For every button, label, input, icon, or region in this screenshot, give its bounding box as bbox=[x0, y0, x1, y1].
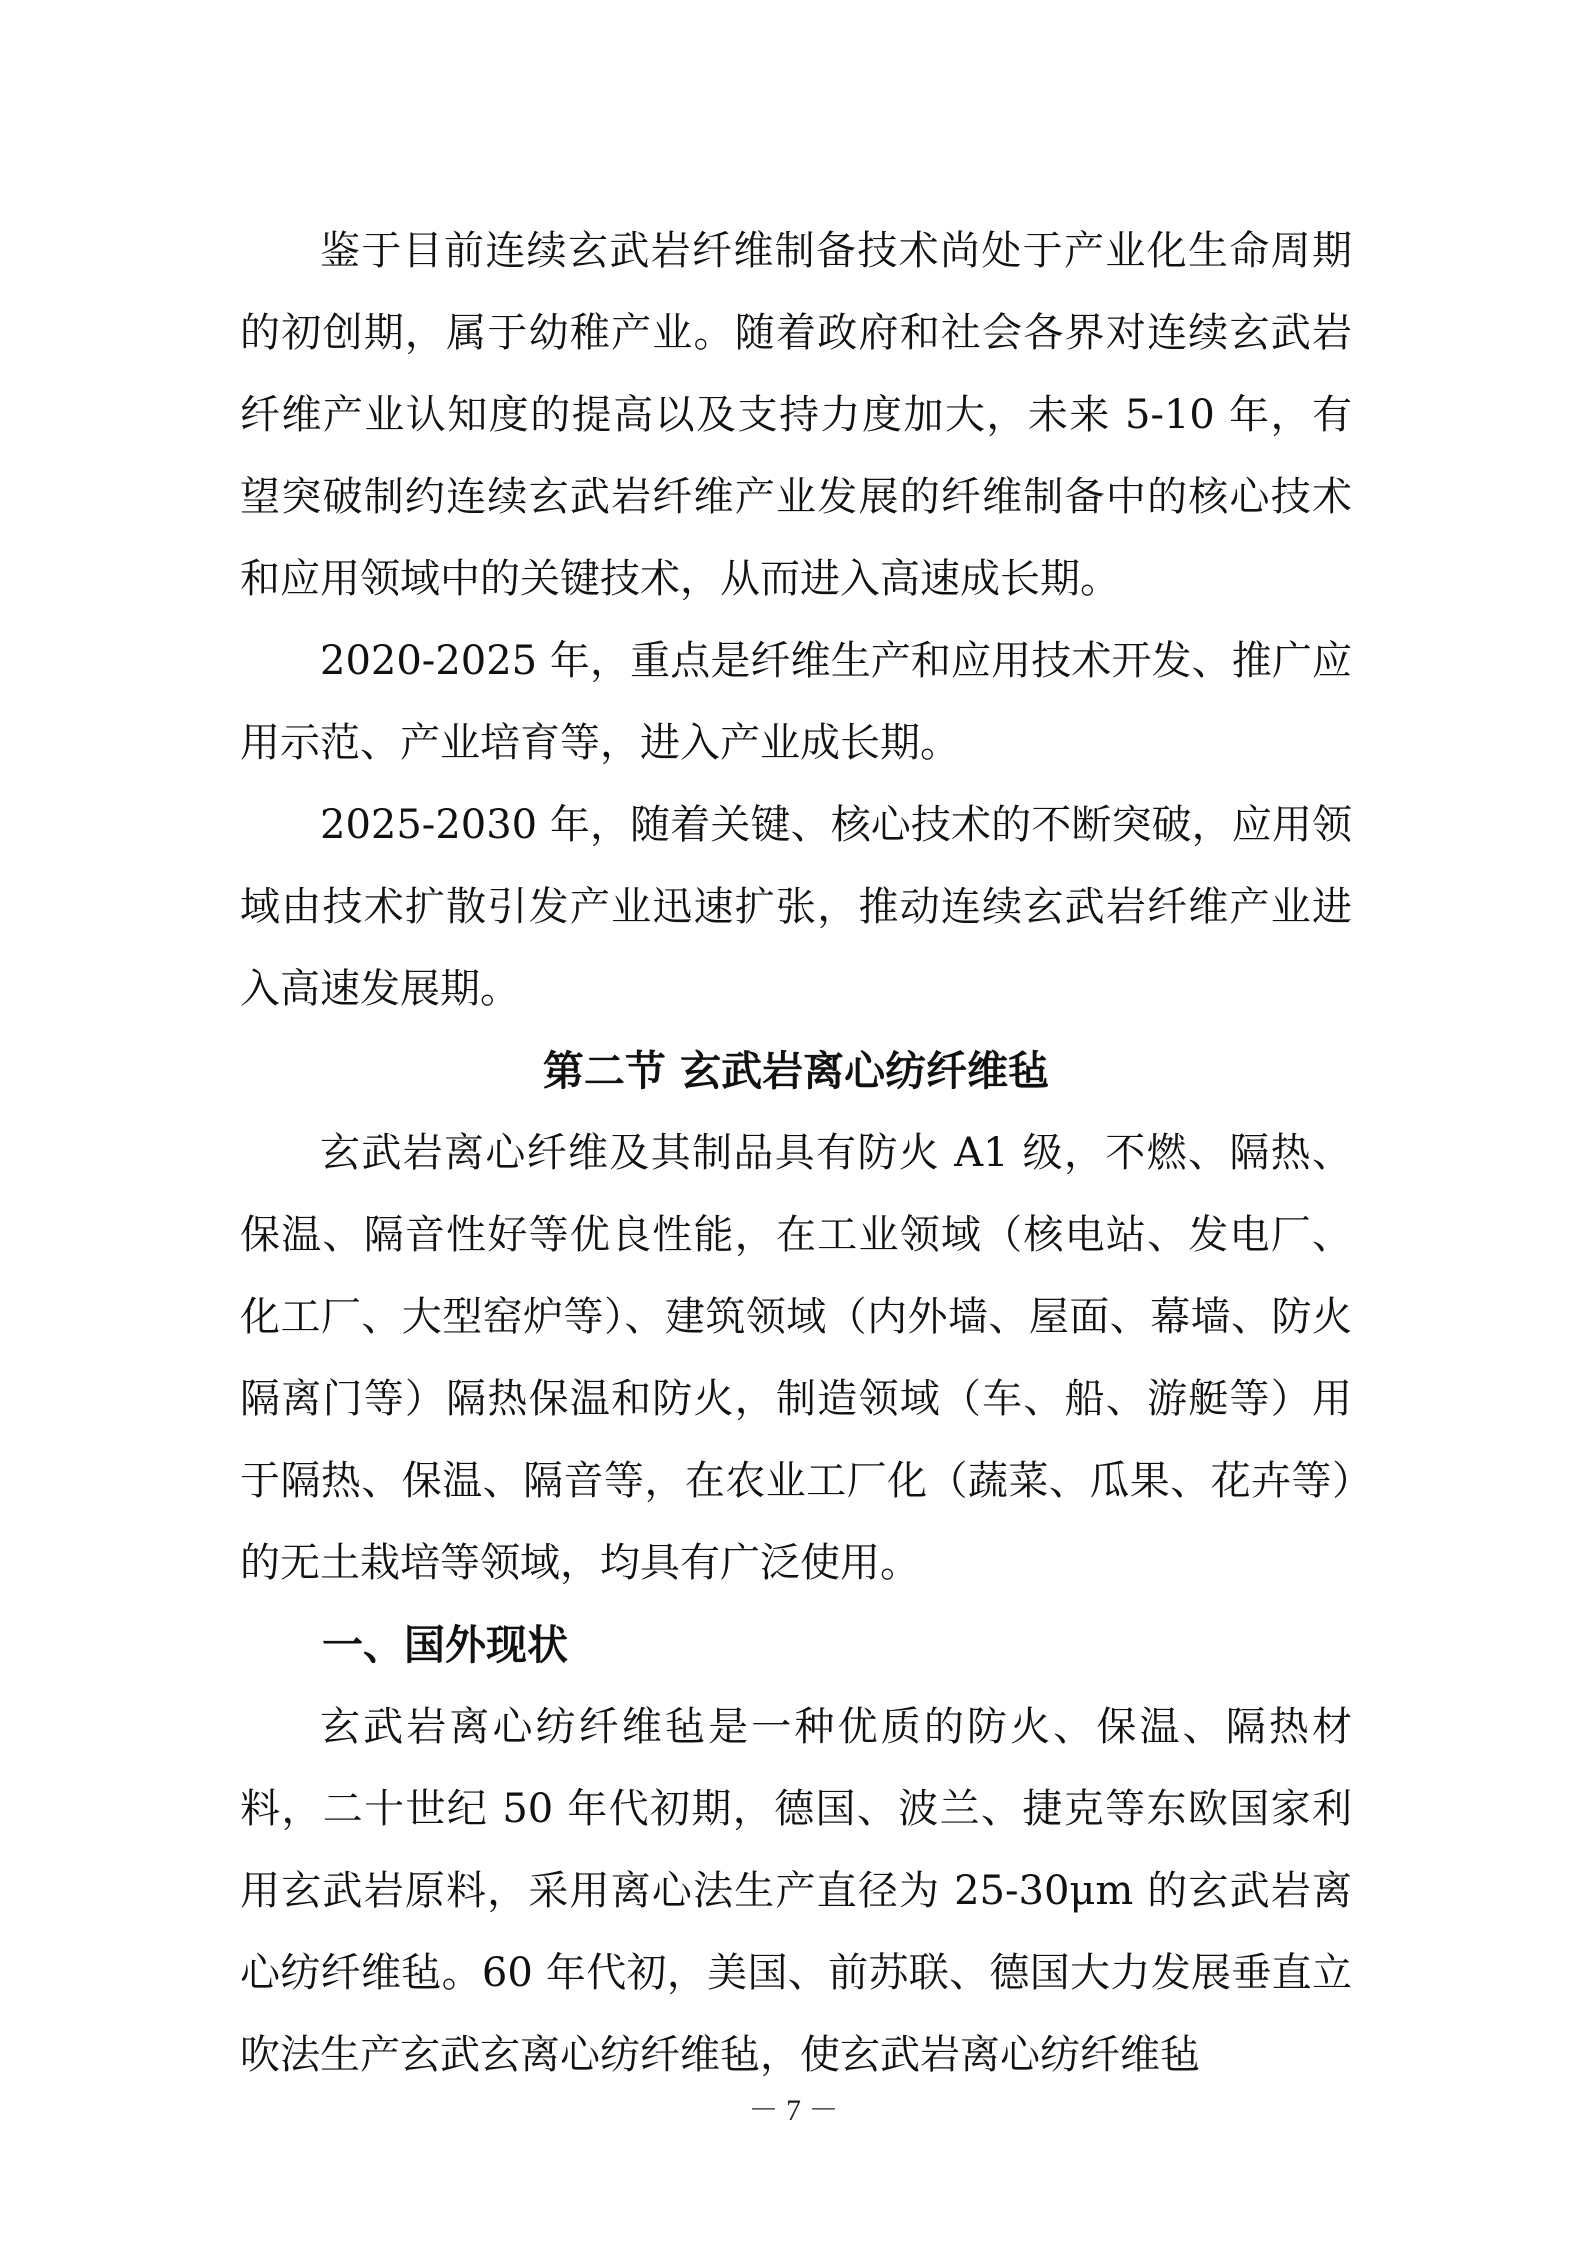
section-title: 第二节 玄武岩离心纺纤维毡 bbox=[542, 1047, 1050, 1095]
paragraph-foreign-history: 玄武岩离心纺纤维毡是一种优质的防火、保温、隔热材料，二十世纪 50 年代初期，德国、波兰、捷克等东欧国家利用玄武岩原料，采用离心法生产直径为 25-30μm 的玄武岩离心纺纤维毡。60 年代初，美国、前苏联、德国大力发展垂直立吹法生产玄武玄离心纺纤维毡，使玄武岩离心纺纤维毡 bbox=[240, 1704, 1352, 2078]
paragraph-properties: 玄武岩离心纤维及其制品具有防火 A1 级，不燃、隔热、保温、隔音性好等优良性能，在工业领域（核电站、发电厂、化工厂、大型窑炉等）、建筑领域（内外墙、屋面、幕墙、防火隔离门等）隔热保温和防火，制造领域（车、船、游艇等）用于隔热、保温、隔音等，在农业工厂化（蔬菜、瓜果、花卉等）的无土栽培等领域，均具有广泛使用。 bbox=[240, 1130, 1352, 1586]
paragraph-2020-2025: 2020-2025 年，重点是纤维生产和应用技术开发、推广应用示范、产业培育等，进入产业成长期。 bbox=[240, 638, 1352, 766]
paragraph-development-outlook: 鉴于目前连续玄武岩纤维制备技术尚处于产业化生命周期的初创期，属于幼稚产业。随着政府和社会各界对连续玄武岩纤维产业认知度的提高以及支持力度加大，未来 5-10 年，有望突破制约连续玄武岩纤维产业发展的纤维制备中的核心技术和应用领域中的关键技术，从而进入高速成长期。 bbox=[240, 228, 1352, 602]
page-number: － 7 － bbox=[748, 2094, 839, 2127]
page-content bbox=[240, 210, 1352, 2096]
subheading-foreign-status: 一、国外现状 bbox=[322, 1621, 568, 1669]
paragraph-2025-2030: 2025-2030 年，随着关键、核心技术的不断突破，应用领域由技术扩散引发产业迅速扩张，推动连续玄武岩纤维产业进入高速发展期。 bbox=[240, 802, 1352, 1012]
